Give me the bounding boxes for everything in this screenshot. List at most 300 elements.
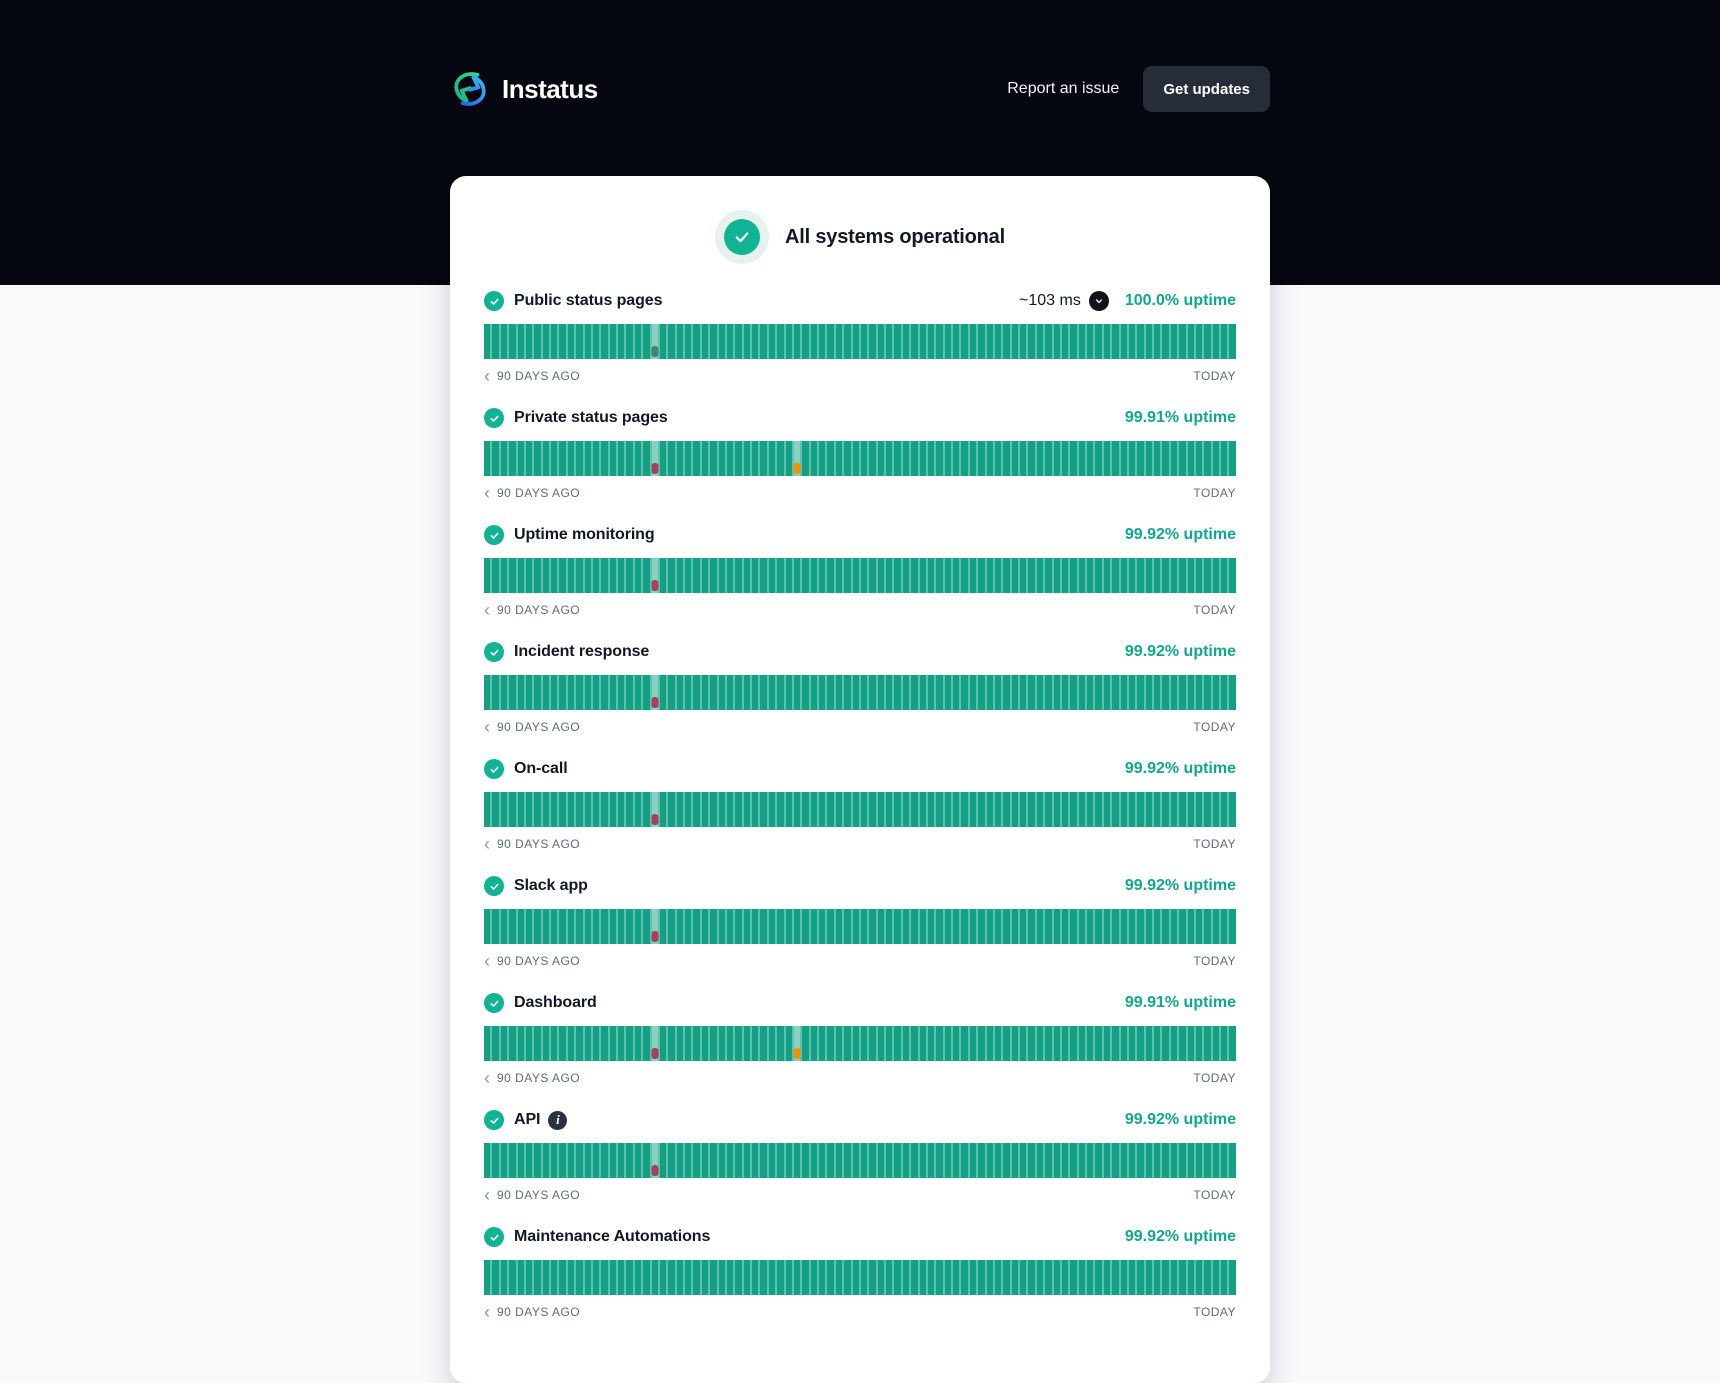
- uptime-day-cell[interactable]: [1112, 1026, 1118, 1061]
- uptime-day-cell[interactable]: [769, 558, 775, 593]
- uptime-day-cell[interactable]: [693, 675, 699, 710]
- uptime-day-cell[interactable]: [677, 909, 683, 944]
- uptime-day-cell[interactable]: [811, 792, 817, 827]
- uptime-day-cell[interactable]: [727, 675, 733, 710]
- uptime-day-cell[interactable]: [987, 1143, 993, 1178]
- uptime-day-cell[interactable]: [961, 675, 967, 710]
- uptime-day-cell[interactable]: [735, 675, 741, 710]
- uptime-day-cell[interactable]: [710, 1026, 716, 1061]
- uptime-day-cell[interactable]: [953, 558, 959, 593]
- uptime-day-cell[interactable]: [559, 675, 565, 710]
- uptime-day-cell[interactable]: [1028, 1026, 1034, 1061]
- uptime-day-cell[interactable]: [827, 441, 833, 476]
- uptime-day-cell[interactable]: [853, 675, 859, 710]
- uptime-day-cell[interactable]: [559, 441, 565, 476]
- uptime-day-cell[interactable]: [1054, 792, 1060, 827]
- uptime-day-cell[interactable]: [501, 1260, 507, 1295]
- uptime-day-cell[interactable]: [752, 1260, 758, 1295]
- uptime-day-cell[interactable]: [995, 909, 1001, 944]
- uptime-day-cell[interactable]: [559, 792, 565, 827]
- uptime-day-cell[interactable]: [953, 1026, 959, 1061]
- uptime-day-cell[interactable]: [534, 1260, 540, 1295]
- uptime-day-cell[interactable]: [978, 1026, 984, 1061]
- uptime-day-cell[interactable]: [1003, 441, 1009, 476]
- uptime-day-cell[interactable]: [836, 1260, 842, 1295]
- uptime-day-cell[interactable]: [827, 1260, 833, 1295]
- brand-logo[interactable]: [450, 69, 598, 109]
- uptime-day-cell[interactable]: [719, 1143, 725, 1178]
- uptime-day-cell[interactable]: [928, 792, 934, 827]
- uptime-day-cell[interactable]: [1213, 1026, 1219, 1061]
- uptime-day-cell[interactable]: [1054, 1026, 1060, 1061]
- uptime-day-cell[interactable]: [1121, 558, 1127, 593]
- uptime-day-cell[interactable]: [643, 324, 649, 359]
- uptime-day-cell[interactable]: [559, 1143, 565, 1178]
- uptime-day-cell[interactable]: [1121, 1260, 1127, 1295]
- uptime-day-cell[interactable]: [802, 441, 808, 476]
- uptime-day-cell[interactable]: [1137, 324, 1143, 359]
- uptime-day-cell[interactable]: [668, 1260, 674, 1295]
- uptime-day-cell[interactable]: [1095, 675, 1101, 710]
- uptime-day-cell[interactable]: [744, 792, 750, 827]
- uptime-day-cell[interactable]: [978, 324, 984, 359]
- uptime-day-cell[interactable]: [677, 441, 683, 476]
- uptime-day-cell[interactable]: [861, 441, 867, 476]
- uptime-day-cell[interactable]: [735, 324, 741, 359]
- uptime-day-cell[interactable]: [668, 1026, 674, 1061]
- uptime-day-cell[interactable]: [576, 324, 582, 359]
- uptime-day-cell[interactable]: [794, 792, 800, 827]
- uptime-day-cell[interactable]: [995, 558, 1001, 593]
- uptime-day-cell[interactable]: [794, 675, 800, 710]
- uptime-day-cell[interactable]: [1146, 1026, 1152, 1061]
- uptime-day-cell[interactable]: [844, 675, 850, 710]
- uptime-day-cell[interactable]: [1045, 1260, 1051, 1295]
- uptime-day-cell[interactable]: [819, 1026, 825, 1061]
- uptime-day-cell[interactable]: [735, 441, 741, 476]
- uptime-day-cell[interactable]: [928, 909, 934, 944]
- uptime-day-cell[interactable]: [685, 1260, 691, 1295]
- uptime-day-cell[interactable]: [501, 441, 507, 476]
- uptime-day-cell[interactable]: [1112, 675, 1118, 710]
- uptime-day-cell[interactable]: [936, 1026, 942, 1061]
- uptime-day-cell[interactable]: [769, 441, 775, 476]
- uptime-day-cell[interactable]: [894, 792, 900, 827]
- uptime-day-cell[interactable]: [710, 441, 716, 476]
- uptime-day-cell[interactable]: [777, 1026, 783, 1061]
- uptime-day-cell[interactable]: [518, 675, 524, 710]
- uptime-day-cell[interactable]: [1213, 1260, 1219, 1295]
- uptime-day-cell[interactable]: [945, 1260, 951, 1295]
- uptime-day-cell[interactable]: [836, 1143, 842, 1178]
- uptime-day-cell[interactable]: [668, 441, 674, 476]
- uptime-day-cell[interactable]: [1079, 558, 1085, 593]
- uptime-bar[interactable]: [484, 324, 1236, 359]
- uptime-day-cell[interactable]: [1028, 558, 1034, 593]
- uptime-day-cell[interactable]: [1079, 909, 1085, 944]
- uptime-day-cell[interactable]: [635, 441, 641, 476]
- uptime-day-cell[interactable]: [1121, 675, 1127, 710]
- uptime-day-cell[interactable]: [911, 792, 917, 827]
- uptime-day-cell[interactable]: [1037, 792, 1043, 827]
- uptime-day-cell[interactable]: [777, 1143, 783, 1178]
- uptime-day-cell[interactable]: [652, 1026, 658, 1061]
- uptime-day-cell[interactable]: [551, 558, 557, 593]
- uptime-day-cell[interactable]: [693, 792, 699, 827]
- uptime-day-cell[interactable]: [894, 1260, 900, 1295]
- uptime-day-cell[interactable]: [585, 792, 591, 827]
- uptime-day-cell[interactable]: [894, 1026, 900, 1061]
- uptime-day-cell[interactable]: [643, 441, 649, 476]
- uptime-day-cell[interactable]: [920, 558, 926, 593]
- uptime-day-cell[interactable]: [936, 675, 942, 710]
- uptime-day-cell[interactable]: [518, 909, 524, 944]
- uptime-day-cell[interactable]: [1045, 909, 1051, 944]
- uptime-day-cell[interactable]: [802, 324, 808, 359]
- uptime-day-cell[interactable]: [551, 324, 557, 359]
- uptime-day-cell[interactable]: [668, 792, 674, 827]
- uptime-day-cell[interactable]: [509, 1260, 515, 1295]
- uptime-day-cell[interactable]: [1104, 792, 1110, 827]
- uptime-day-cell[interactable]: [601, 1260, 607, 1295]
- uptime-day-cell[interactable]: [1179, 1260, 1185, 1295]
- uptime-day-cell[interactable]: [1179, 324, 1185, 359]
- uptime-day-cell[interactable]: [811, 441, 817, 476]
- uptime-day-cell[interactable]: [660, 1026, 666, 1061]
- uptime-day-cell[interactable]: [610, 675, 616, 710]
- uptime-day-cell[interactable]: [1104, 441, 1110, 476]
- uptime-day-cell[interactable]: [886, 1143, 892, 1178]
- uptime-day-cell[interactable]: [1062, 1026, 1068, 1061]
- uptime-day-cell[interactable]: [635, 558, 641, 593]
- uptime-day-cell[interactable]: [1196, 675, 1202, 710]
- uptime-day-cell[interactable]: [945, 558, 951, 593]
- uptime-day-cell[interactable]: [1146, 558, 1152, 593]
- uptime-day-cell[interactable]: [626, 441, 632, 476]
- uptime-day-cell[interactable]: [610, 324, 616, 359]
- uptime-day-cell[interactable]: [484, 909, 490, 944]
- uptime-day-cell[interactable]: [1087, 1026, 1093, 1061]
- uptime-day-cell[interactable]: [518, 441, 524, 476]
- uptime-day-cell[interactable]: [1070, 558, 1076, 593]
- uptime-day-cell[interactable]: [484, 1026, 490, 1061]
- uptime-day-cell[interactable]: [786, 792, 792, 827]
- uptime-day-cell[interactable]: [886, 1026, 892, 1061]
- uptime-day-cell[interactable]: [576, 558, 582, 593]
- uptime-day-cell[interactable]: [936, 558, 942, 593]
- uptime-day-cell[interactable]: [626, 792, 632, 827]
- uptime-day-cell[interactable]: [853, 1143, 859, 1178]
- uptime-day-cell[interactable]: [853, 792, 859, 827]
- uptime-day-cell[interactable]: [635, 909, 641, 944]
- uptime-day-cell[interactable]: [1028, 324, 1034, 359]
- uptime-day-cell[interactable]: [660, 909, 666, 944]
- uptime-day-cell[interactable]: [987, 909, 993, 944]
- uptime-bar[interactable]: [484, 792, 1236, 827]
- uptime-day-cell[interactable]: [559, 324, 565, 359]
- uptime-day-cell[interactable]: [886, 558, 892, 593]
- uptime-day-cell[interactable]: [710, 1143, 716, 1178]
- uptime-day-cell[interactable]: [1062, 324, 1068, 359]
- uptime-day-cell[interactable]: [601, 1026, 607, 1061]
- uptime-day-cell[interactable]: [1121, 441, 1127, 476]
- uptime-day-cell[interactable]: [987, 1260, 993, 1295]
- uptime-day-cell[interactable]: [643, 792, 649, 827]
- uptime-day-cell[interactable]: [601, 558, 607, 593]
- uptime-day-cell[interactable]: [995, 1143, 1001, 1178]
- uptime-day-cell[interactable]: [559, 909, 565, 944]
- uptime-day-cell[interactable]: [543, 909, 549, 944]
- uptime-day-cell[interactable]: [601, 324, 607, 359]
- uptime-day-cell[interactable]: [652, 441, 658, 476]
- uptime-day-cell[interactable]: [1121, 1026, 1127, 1061]
- uptime-day-cell[interactable]: [1037, 441, 1043, 476]
- uptime-day-cell[interactable]: [568, 558, 574, 593]
- uptime-day-cell[interactable]: [543, 792, 549, 827]
- uptime-day-cell[interactable]: [936, 909, 942, 944]
- uptime-day-cell[interactable]: [1070, 1260, 1076, 1295]
- uptime-day-cell[interactable]: [735, 1026, 741, 1061]
- uptime-day-cell[interactable]: [1070, 675, 1076, 710]
- uptime-day-cell[interactable]: [702, 324, 708, 359]
- uptime-day-cell[interactable]: [568, 675, 574, 710]
- uptime-day-cell[interactable]: [920, 1260, 926, 1295]
- uptime-day-cell[interactable]: [652, 792, 658, 827]
- uptime-day-cell[interactable]: [1012, 324, 1018, 359]
- uptime-day-cell[interactable]: [945, 909, 951, 944]
- uptime-day-cell[interactable]: [668, 909, 674, 944]
- uptime-day-cell[interactable]: [1154, 558, 1160, 593]
- uptime-day-cell[interactable]: [827, 324, 833, 359]
- uptime-day-cell[interactable]: [961, 441, 967, 476]
- uptime-day-cell[interactable]: [1146, 1260, 1152, 1295]
- uptime-day-cell[interactable]: [995, 324, 1001, 359]
- uptime-day-cell[interactable]: [1179, 1026, 1185, 1061]
- uptime-day-cell[interactable]: [719, 675, 725, 710]
- uptime-day-cell[interactable]: [610, 792, 616, 827]
- uptime-day-cell[interactable]: [819, 1260, 825, 1295]
- uptime-day-cell[interactable]: [995, 441, 1001, 476]
- uptime-day-cell[interactable]: [685, 909, 691, 944]
- uptime-day-cell[interactable]: [1087, 792, 1093, 827]
- uptime-day-cell[interactable]: [585, 1143, 591, 1178]
- uptime-day-cell[interactable]: [769, 909, 775, 944]
- uptime-day-cell[interactable]: [1062, 675, 1068, 710]
- uptime-day-cell[interactable]: [995, 1026, 1001, 1061]
- uptime-day-cell[interactable]: [936, 441, 942, 476]
- uptime-day-cell[interactable]: [1137, 441, 1143, 476]
- uptime-day-cell[interactable]: [1045, 675, 1051, 710]
- uptime-day-cell[interactable]: [928, 1260, 934, 1295]
- uptime-day-cell[interactable]: [878, 558, 884, 593]
- uptime-day-cell[interactable]: [836, 558, 842, 593]
- uptime-day-cell[interactable]: [626, 1143, 632, 1178]
- uptime-day-cell[interactable]: [1079, 1143, 1085, 1178]
- uptime-day-cell[interactable]: [853, 909, 859, 944]
- uptime-day-cell[interactable]: [1020, 675, 1026, 710]
- uptime-day-cell[interactable]: [1037, 324, 1043, 359]
- uptime-day-cell[interactable]: [1137, 792, 1143, 827]
- uptime-day-cell[interactable]: [635, 1026, 641, 1061]
- uptime-day-cell[interactable]: [534, 675, 540, 710]
- uptime-day-cell[interactable]: [484, 792, 490, 827]
- uptime-day-cell[interactable]: [660, 324, 666, 359]
- uptime-day-cell[interactable]: [484, 441, 490, 476]
- uptime-day-cell[interactable]: [1196, 324, 1202, 359]
- uptime-day-cell[interactable]: [802, 675, 808, 710]
- uptime-day-cell[interactable]: [861, 1026, 867, 1061]
- uptime-day-cell[interactable]: [534, 1026, 540, 1061]
- uptime-day-cell[interactable]: [543, 675, 549, 710]
- uptime-day-cell[interactable]: [1188, 558, 1194, 593]
- uptime-day-cell[interactable]: [668, 324, 674, 359]
- uptime-day-cell[interactable]: [844, 909, 850, 944]
- uptime-day-cell[interactable]: [1179, 558, 1185, 593]
- uptime-day-cell[interactable]: [869, 909, 875, 944]
- uptime-day-cell[interactable]: [585, 675, 591, 710]
- uptime-day-cell[interactable]: [903, 324, 909, 359]
- uptime-day-cell[interactable]: [534, 1143, 540, 1178]
- uptime-day-cell[interactable]: [534, 324, 540, 359]
- uptime-day-cell[interactable]: [911, 558, 917, 593]
- uptime-day-cell[interactable]: [936, 792, 942, 827]
- uptime-day-cell[interactable]: [1028, 909, 1034, 944]
- uptime-day-cell[interactable]: [1188, 1143, 1194, 1178]
- uptime-day-cell[interactable]: [719, 1260, 725, 1295]
- uptime-day-cell[interactable]: [786, 1026, 792, 1061]
- uptime-day-cell[interactable]: [526, 1026, 532, 1061]
- uptime-day-cell[interactable]: [802, 1143, 808, 1178]
- uptime-day-cell[interactable]: [702, 441, 708, 476]
- uptime-day-cell[interactable]: [601, 792, 607, 827]
- uptime-day-cell[interactable]: [518, 1026, 524, 1061]
- uptime-day-cell[interactable]: [1054, 1143, 1060, 1178]
- uptime-day-cell[interactable]: [1012, 1143, 1018, 1178]
- uptime-day-cell[interactable]: [1196, 558, 1202, 593]
- uptime-day-cell[interactable]: [1062, 909, 1068, 944]
- uptime-day-cell[interactable]: [744, 675, 750, 710]
- uptime-day-cell[interactable]: [1070, 441, 1076, 476]
- uptime-day-cell[interactable]: [501, 792, 507, 827]
- uptime-day-cell[interactable]: [618, 1143, 624, 1178]
- uptime-day-cell[interactable]: [1012, 1026, 1018, 1061]
- uptime-day-cell[interactable]: [1196, 1026, 1202, 1061]
- uptime-day-cell[interactable]: [878, 441, 884, 476]
- uptime-day-cell[interactable]: [853, 1026, 859, 1061]
- uptime-day-cell[interactable]: [1196, 909, 1202, 944]
- uptime-day-cell[interactable]: [484, 1260, 490, 1295]
- uptime-day-cell[interactable]: [484, 675, 490, 710]
- uptime-day-cell[interactable]: [626, 675, 632, 710]
- uptime-day-cell[interactable]: [844, 558, 850, 593]
- uptime-day-cell[interactable]: [920, 324, 926, 359]
- uptime-day-cell[interactable]: [903, 675, 909, 710]
- uptime-day-cell[interactable]: [869, 1260, 875, 1295]
- uptime-day-cell[interactable]: [710, 675, 716, 710]
- uptime-day-cell[interactable]: [1079, 675, 1085, 710]
- uptime-day-cell[interactable]: [1221, 441, 1227, 476]
- uptime-day-cell[interactable]: [1062, 558, 1068, 593]
- uptime-day-cell[interactable]: [878, 675, 884, 710]
- uptime-day-cell[interactable]: [786, 1260, 792, 1295]
- uptime-day-cell[interactable]: [853, 441, 859, 476]
- uptime-day-cell[interactable]: [953, 909, 959, 944]
- uptime-day-cell[interactable]: [945, 675, 951, 710]
- uptime-day-cell[interactable]: [518, 558, 524, 593]
- uptime-day-cell[interactable]: [593, 1026, 599, 1061]
- uptime-day-cell[interactable]: [660, 675, 666, 710]
- uptime-day-cell[interactable]: [735, 909, 741, 944]
- uptime-day-cell[interactable]: [626, 324, 632, 359]
- uptime-day-cell[interactable]: [710, 558, 716, 593]
- uptime-day-cell[interactable]: [501, 1026, 507, 1061]
- uptime-day-cell[interactable]: [509, 1026, 515, 1061]
- uptime-day-cell[interactable]: [894, 675, 900, 710]
- uptime-day-cell[interactable]: [777, 324, 783, 359]
- uptime-day-cell[interactable]: [526, 324, 532, 359]
- uptime-day-cell[interactable]: [819, 1143, 825, 1178]
- uptime-day-cell[interactable]: [1020, 324, 1026, 359]
- uptime-day-cell[interactable]: [886, 441, 892, 476]
- uptime-day-cell[interactable]: [1162, 1143, 1168, 1178]
- uptime-day-cell[interactable]: [945, 441, 951, 476]
- uptime-day-cell[interactable]: [844, 441, 850, 476]
- uptime-day-cell[interactable]: [844, 1260, 850, 1295]
- uptime-day-cell[interactable]: [744, 1143, 750, 1178]
- uptime-day-cell[interactable]: [1229, 909, 1235, 944]
- uptime-day-cell[interactable]: [953, 441, 959, 476]
- uptime-day-cell[interactable]: [601, 441, 607, 476]
- uptime-day-cell[interactable]: [518, 792, 524, 827]
- uptime-day-cell[interactable]: [1070, 909, 1076, 944]
- uptime-day-cell[interactable]: [1095, 792, 1101, 827]
- uptime-day-cell[interactable]: [1045, 558, 1051, 593]
- uptime-day-cell[interactable]: [1129, 792, 1135, 827]
- uptime-day-cell[interactable]: [961, 909, 967, 944]
- uptime-day-cell[interactable]: [945, 1143, 951, 1178]
- uptime-day-cell[interactable]: [1162, 324, 1168, 359]
- uptime-day-cell[interactable]: [1104, 1143, 1110, 1178]
- uptime-day-cell[interactable]: [894, 558, 900, 593]
- uptime-day-cell[interactable]: [1087, 1143, 1093, 1178]
- uptime-day-cell[interactable]: [526, 675, 532, 710]
- uptime-day-cell[interactable]: [1146, 792, 1152, 827]
- uptime-day-cell[interactable]: [1229, 324, 1235, 359]
- uptime-day-cell[interactable]: [1171, 441, 1177, 476]
- uptime-day-cell[interactable]: [543, 1143, 549, 1178]
- uptime-day-cell[interactable]: [702, 675, 708, 710]
- uptime-day-cell[interactable]: [953, 675, 959, 710]
- uptime-day-cell[interactable]: [693, 441, 699, 476]
- uptime-day-cell[interactable]: [534, 909, 540, 944]
- uptime-day-cell[interactable]: [626, 909, 632, 944]
- uptime-day-cell[interactable]: [702, 1260, 708, 1295]
- uptime-day-cell[interactable]: [1028, 1260, 1034, 1295]
- uptime-day-cell[interactable]: [1012, 675, 1018, 710]
- uptime-day-cell[interactable]: [576, 909, 582, 944]
- uptime-day-cell[interactable]: [610, 1026, 616, 1061]
- uptime-day-cell[interactable]: [1179, 675, 1185, 710]
- uptime-day-cell[interactable]: [1070, 1143, 1076, 1178]
- uptime-day-cell[interactable]: [576, 792, 582, 827]
- uptime-day-cell[interactable]: [1221, 675, 1227, 710]
- uptime-day-cell[interactable]: [1229, 792, 1235, 827]
- uptime-day-cell[interactable]: [719, 792, 725, 827]
- uptime-day-cell[interactable]: [568, 909, 574, 944]
- uptime-day-cell[interactable]: [844, 324, 850, 359]
- uptime-day-cell[interactable]: [1137, 1260, 1143, 1295]
- uptime-day-cell[interactable]: [1154, 1026, 1160, 1061]
